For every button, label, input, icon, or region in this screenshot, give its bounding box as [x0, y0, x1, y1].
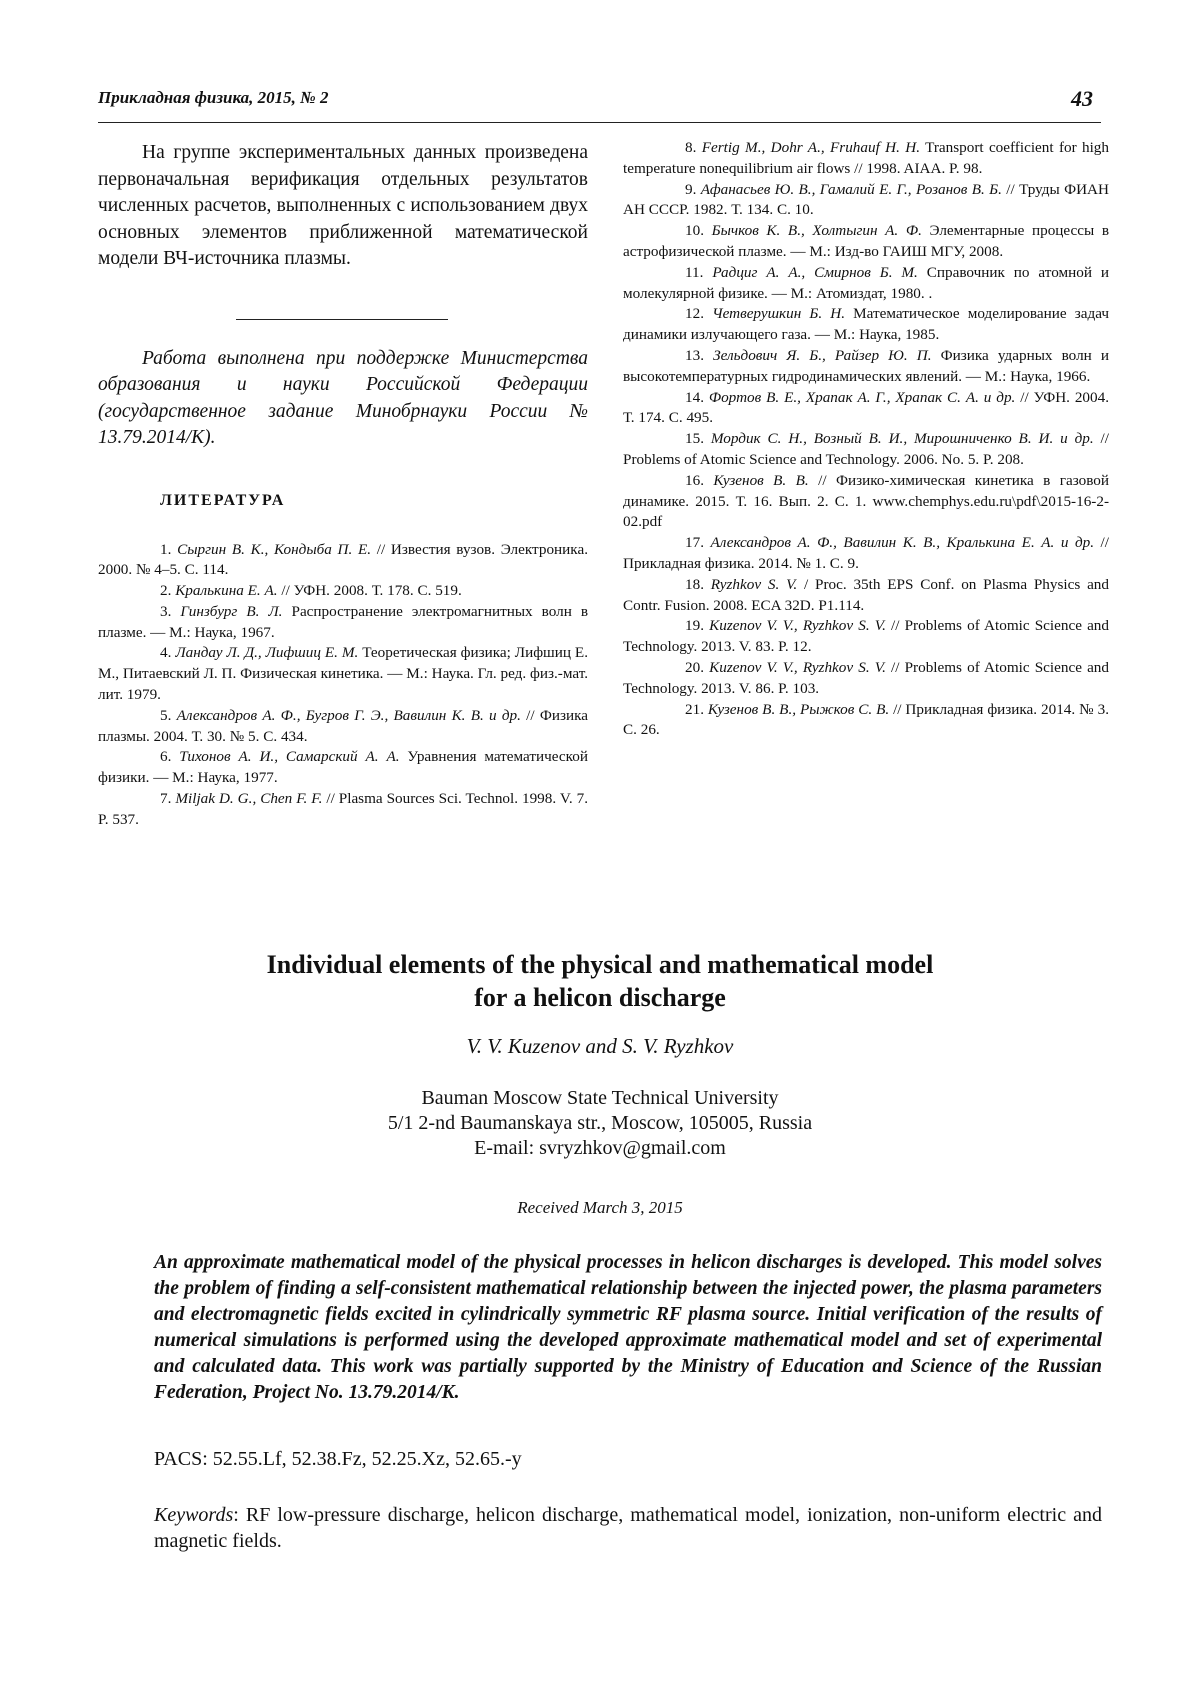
address: 5/1 2-nd Baumanskaya str., Moscow, 105005, Russia [387, 1112, 813, 1134]
reference-item: 12. Четверушкин Б. Н. Математическое моделирование задач динамики излучающего газа. — М.: Наука, 1985. [623, 305, 1109, 344]
affiliation-block [0, 1086, 1200, 1161]
reference-item: 13. Зельдович Я. Б., Райзер Ю. П. Физика ударных волн и высокотемпературных гидродинамических явлений. — М.: Наука, 1966. [623, 346, 1110, 385]
divider-line [236, 319, 448, 320]
reference-item: 14. Фортов В. Е., Храпак А. Г., Храпак С. А. и др. // УФН. 2004. Т. 174. С. 495. [623, 388, 1110, 427]
right-column [623, 138, 1109, 741]
reference-item: 8. Fertig M., Dohr A., Fruhauf H. H. Transport coefficient for high temperature nonequilibrium air flows // 1998. AIAA. P. 98. [623, 139, 1109, 177]
reference-item: 9. Афанасьев Ю. В., Гамалий Е. Г., Розанов В. Б. // Труды ФИАН АН СССР. 1982. Т. 134. С. 10. [623, 180, 1109, 219]
reference-item: 2. Кралькина Е. А. // УФН. 2008. Т. 178. С. 519. [160, 582, 462, 600]
literature-heading: ЛИТЕРАТУРА [160, 491, 286, 509]
reference-item: 11. Радциг А. А., Смирнов Б. М. Справочник по атомной и молекулярной физике. — М.: Атомиздат, 1980. . [623, 263, 1110, 302]
reference-item: 18. Ryzhkov S. V. / Proc. 35th EPS Conf. on Plasma Physics and Contr. Fusion. 2008. ECA 32D. P1.114. [623, 575, 1109, 614]
affiliation: Bauman Moscow State Technical University [421, 1087, 779, 1109]
abstract: An approximate mathematical model of the physical processes in helicon discharges is developed. This model solves the problem of finding a self-consistent mathematical relationship between the injected power, the plasma parameters and electromagnetic fields excited in cylindrically symmetric RF plasma source. Initial verification of the results of numerical simulations is performed using the developed approximate mathematical model and set of experimental and calculated data. This work was partially supported by the Ministry of Education and Science of the Russian Federation, Project No. 13.79.2014/K. [154, 1252, 1102, 1403]
keywords-label: Keywords [154, 1504, 234, 1526]
keywords [154, 1502, 1102, 1554]
journal-name: Прикладная физика, 2015, № 2 [98, 88, 329, 107]
reference-item: 4. Ландау Л. Д., Лифшиц Е. М. Теоретическая физика; Лифшиц Е. М., Питаевский Л. П. Физическая кинетика. — М.: Наука. Гл. ред. физ.-мат. лит. 1979. [98, 644, 588, 704]
left-column [98, 140, 588, 831]
reference-item: 21. Кузенов В. В., Рыжков С. В. // Прикладная физика. 2014. № 3. С. 26. [623, 700, 1109, 739]
reference-item: 7. Miljak D. G., Chen F. F. // Plasma Sources Sci. Technol. 1998. V. 7. P. 537. [98, 790, 589, 828]
article-title-line-1: Individual elements of the physical and mathematical model [266, 950, 934, 979]
acknowledgment: Работа выполнена при поддержке Министерства образования и науки Российской Федерации (государственное задание Минобрнауки России № 13.79.2014/K). [98, 347, 588, 448]
received-date: Received March 3, 2015 [517, 1198, 683, 1217]
reference-list [98, 540, 588, 831]
reference-item: 10. Бычков К. В., Холтыгин А. Ф. Элементарные процессы в астрофизической плазме. — М.: Изд-во ГАИШ МГУ, 2008. [623, 222, 1110, 260]
reference-item: 1. Сыргин В. К., Кондыба П. Е. // Известия вузов. Электроника. 2000. № 4–5. С. 114. [98, 540, 588, 579]
email: E-mail: svryzhkov@gmail.com [474, 1137, 726, 1159]
reference-item: 15. Мордик С. Н., Возный В. И., Мирошниченко В. И. и др. // Problems of Atomic Science and Technology. 2006. No. 5. P. 208. [623, 430, 1109, 468]
article-authors: V. V. Kuzenov and S. V. Ryzhkov [466, 1034, 734, 1058]
reference-item: 6. Тихонов А. И., Самарский А. А. Уравнения математической физики. — М.: Наука, 1977. [98, 748, 588, 787]
reference-item: 19. Kuzenov V. V., Ryzhkov S. V. // Problems of Atomic Science and Technology. 2013. V. 83. P. 12. [623, 617, 1109, 656]
reference-list [623, 138, 1109, 741]
reference-item: 16. Кузенов В. В. // Физико-химическая кинетика в газовой динамике. 2015. Т. 16. Вып. 2. С. 1. www.chemphys.edu.ru\pdf\2015-16-2-02.pdf [623, 471, 1109, 531]
reference-item: 17. Александров А. Ф., Вавилин К. В., Кралькина Е. А. и др. // Прикладная физика. 2014. № 1. С. 9. [623, 534, 1109, 572]
reference-item: 20. Kuzenov V. V., Ryzhkov S. V. // Problems of Atomic Science and Technology. 2013. V. 86. P. 103. [623, 658, 1109, 697]
pacs-codes: PACS: 52.55.Lf, 52.38.Fz, 52.25.Xz, 52.65.-y [154, 1448, 522, 1470]
keywords-text: : RF low-pressure discharge, helicon discharge, mathematical model, ionization, non-uniform electric and magnetic fields. [154, 1504, 1102, 1552]
article-title [0, 948, 1200, 1014]
intro-paragraph: На группе экспериментальных данных произведена первоначальная верификация отдельных результатов численных расчетов, выполненных с использованием двух основных элементов приближенной математической модели ВЧ-источника плазмы. [98, 142, 588, 269]
reference-item: 5. Александров А. Ф., Бугров Г. Э., Вавилин К. В. и др. // Физика плазмы. 2004. Т. 30. № 5. С. 434. [98, 706, 588, 745]
running-header [98, 88, 1101, 123]
reference-item: 3. Гинзбург В. Л. Распространение электромагнитных волн в плазме. — М.: Наука, 1967. [98, 602, 589, 641]
article-title-line-2: for a helicon discharge [474, 983, 726, 1012]
page-number: 43 [1071, 86, 1093, 111]
